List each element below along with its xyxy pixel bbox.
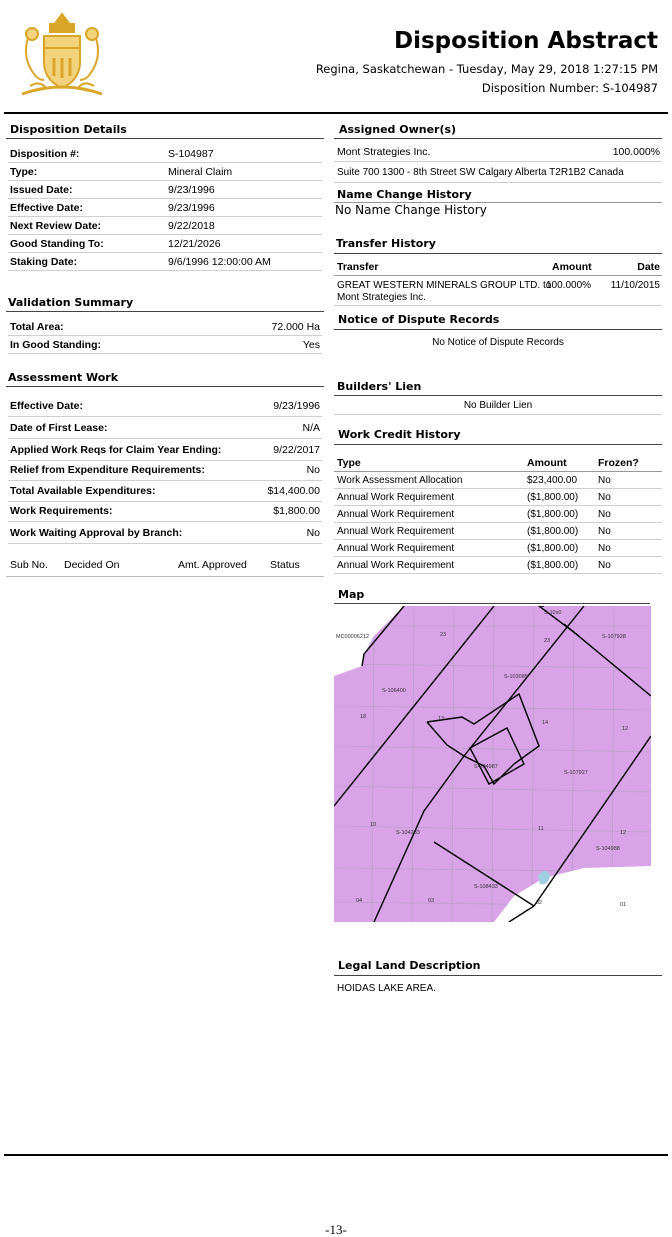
credit-type: Annual Work Requirement — [337, 526, 455, 537]
owner-share: 100.000% — [612, 146, 660, 158]
transfer-date: 11/10/2015 — [610, 280, 660, 291]
assessment-label: Work Waiting Approval by Branch: — [10, 527, 183, 539]
section-divider — [334, 444, 662, 445]
row-divider — [334, 305, 662, 306]
column-header-decided-on: Decided On — [64, 559, 120, 571]
section-divider — [6, 138, 324, 139]
section-divider — [334, 395, 662, 396]
svg-text:04: 04 — [356, 898, 363, 904]
assessment-value: $1,800.00 — [273, 505, 320, 517]
column-header-sub-no: Sub No. — [10, 559, 48, 571]
credit-frozen: No — [598, 475, 611, 486]
assessment-value: 9/23/1996 — [273, 400, 320, 412]
table-row — [334, 557, 662, 574]
assessment-work-title: Assessment Work — [8, 371, 119, 384]
table-row — [334, 472, 662, 489]
transfer-amount: 100.000% — [546, 280, 592, 291]
column-header-frozen: Frozen? — [598, 457, 639, 469]
row-divider — [334, 182, 662, 183]
detail-label: Next Review Date: — [10, 220, 102, 232]
svg-text:S-104988: S-104988 — [596, 846, 620, 852]
svg-text:S-108433: S-108433 — [474, 884, 498, 890]
summary-row — [8, 336, 322, 354]
svg-text:S-106400: S-106400 — [382, 688, 406, 694]
credit-type: Annual Work Requirement — [337, 543, 455, 554]
summary-value: Yes — [302, 339, 320, 351]
credit-frozen: No — [598, 492, 611, 503]
credit-amount: $23,400.00 — [527, 475, 578, 486]
svg-text:10: 10 — [370, 822, 377, 828]
assessment-row — [8, 441, 322, 461]
svg-text:23: 23 — [440, 632, 447, 638]
map-title: Map — [338, 588, 365, 601]
assessment-label: Work Requirements: — [10, 505, 113, 517]
detail-value: 9/22/2018 — [168, 220, 215, 232]
credit-amount: ($1,800.00) — [527, 543, 579, 554]
detail-value: S-104987 — [168, 148, 214, 160]
summary-label: In Good Standing: — [10, 339, 101, 351]
detail-row — [8, 181, 322, 199]
assessment-row — [8, 419, 322, 439]
svg-text:13: 13 — [438, 716, 445, 722]
credit-type: Annual Work Requirement — [337, 509, 455, 520]
section-divider — [334, 975, 662, 976]
column-header-type: Type — [337, 457, 361, 469]
detail-row — [8, 163, 322, 181]
summary-value: 72.000 Ha — [271, 321, 320, 333]
column-header-date: Date — [637, 261, 660, 273]
disposition-details-title: Disposition Details — [10, 123, 127, 136]
credit-type: Annual Work Requirement — [337, 492, 455, 503]
dispute-records-title: Notice of Dispute Records — [338, 313, 500, 326]
svg-text:02: 02 — [536, 900, 543, 906]
detail-value: 9/23/1996 — [168, 202, 215, 214]
row-divider — [334, 275, 662, 276]
claim-map — [334, 606, 651, 922]
work-credit-title: Work Credit History — [338, 428, 461, 441]
section-divider — [334, 603, 650, 604]
detail-value: 12/21/2026 — [168, 238, 221, 250]
detail-label: Issued Date: — [10, 184, 73, 196]
assessment-value: N/A — [302, 422, 320, 434]
credit-frozen: No — [598, 509, 611, 520]
builders-lien-title: Builders' Lien — [337, 380, 422, 393]
assessment-label: Total Available Expenditures: — [10, 485, 156, 497]
assessment-row — [8, 502, 322, 522]
row-divider — [334, 161, 662, 162]
summary-row — [8, 318, 322, 336]
svg-text:03: 03 — [428, 898, 435, 904]
svg-text:23: 23 — [544, 638, 551, 644]
svg-text:S-107927: S-107927 — [564, 770, 588, 776]
column-header-amt-approved: Amt. Approved — [178, 559, 247, 571]
owner-address: Suite 700 1300 - 8th Street SW Calgary Alberta T2R1B2 Canada — [337, 167, 624, 178]
detail-value: Mineral Claim — [168, 166, 233, 178]
svg-text:S-103085: S-103085 — [504, 674, 528, 680]
credit-amount: ($1,800.00) — [527, 560, 579, 571]
svg-text:S-104987: S-104987 — [474, 764, 498, 770]
assessment-label: Date of First Lease: — [10, 422, 108, 434]
name-change-title: Name Change History — [337, 188, 472, 201]
detail-label: Effective Date: — [10, 202, 83, 214]
assessment-row — [8, 524, 322, 544]
detail-label: Staking Date: — [10, 256, 78, 268]
column-header-status: Status — [270, 559, 300, 571]
transfer-from: GREAT WESTERN MINERALS GROUP LTD. to — [337, 280, 552, 291]
credit-type: Annual Work Requirement — [337, 560, 455, 571]
svg-text:12: 12 — [620, 830, 627, 836]
page-number: -13- — [325, 1222, 347, 1237]
assessment-row — [8, 461, 322, 481]
section-divider — [334, 329, 662, 330]
assessment-row — [8, 397, 322, 417]
svg-text:01: 01 — [620, 902, 627, 908]
report-location-timestamp: Regina, Saskatchewan - Tuesday, May 29, 2018 1:27:15 PM — [315, 62, 658, 76]
builders-lien-empty: No Builder Lien — [463, 400, 533, 411]
table-row — [334, 489, 662, 506]
detail-row — [8, 145, 322, 163]
svg-text:S-107928: S-107928 — [602, 634, 626, 640]
svg-text:MC00006212: MC00006212 — [336, 634, 370, 640]
detail-row — [8, 217, 322, 235]
owner-name: Mont Strategies Inc. — [337, 146, 431, 158]
legal-land-value: HOIDAS LAKE AREA. — [337, 983, 436, 994]
svg-text:S-10x0: S-10x0 — [544, 610, 562, 616]
footer-divider — [4, 1154, 668, 1156]
assessment-label: Relief from Expenditure Requirements: — [10, 464, 205, 476]
column-header-amount: Amount — [527, 457, 567, 469]
detail-label: Type: — [10, 166, 38, 178]
column-header-amount: Amount — [552, 261, 592, 273]
credit-frozen: No — [598, 526, 611, 537]
detail-value: 9/6/1996 12:00:00 AM — [168, 256, 271, 268]
legal-land-title: Legal Land Description — [338, 959, 481, 972]
credit-amount: ($1,800.00) — [527, 526, 579, 537]
dispute-records-empty: No Notice of Dispute Records — [432, 337, 564, 348]
svg-text:18: 18 — [360, 714, 367, 720]
transfer-to: Mont Strategies Inc. — [337, 292, 426, 303]
section-divider — [6, 311, 324, 312]
credit-amount: ($1,800.00) — [527, 509, 579, 520]
summary-label: Total Area: — [10, 321, 64, 333]
assessment-value: $14,400.00 — [267, 485, 320, 497]
detail-row — [8, 199, 322, 217]
credit-frozen: No — [598, 560, 611, 571]
section-divider — [334, 253, 662, 254]
credit-frozen: No — [598, 543, 611, 554]
name-change-empty: No Name Change History — [335, 203, 487, 217]
detail-label: Disposition #: — [10, 148, 80, 160]
assessment-label: Effective Date: — [10, 400, 83, 412]
table-row — [334, 506, 662, 523]
section-divider — [334, 138, 662, 139]
disposition-number: Disposition Number: S-104987 — [481, 81, 658, 95]
claim-map-graphic — [334, 606, 651, 922]
svg-text:S-104283: S-104283 — [396, 830, 420, 836]
assessment-value: No — [306, 464, 320, 476]
table-row — [334, 523, 662, 540]
credit-type: Work Assessment Allocation — [337, 475, 463, 486]
assessment-value: No — [306, 527, 320, 539]
detail-row — [8, 235, 322, 253]
page-title: Disposition Abstract — [393, 28, 658, 54]
assessment-row — [8, 482, 322, 502]
table-row — [334, 540, 662, 557]
validation-summary-title: Validation Summary — [8, 296, 134, 309]
saskatchewan-coat-of-arms-icon — [14, 8, 110, 104]
svg-text:11: 11 — [538, 826, 544, 832]
credit-amount: ($1,800.00) — [527, 492, 579, 503]
assessment-value: 9/22/2017 — [273, 444, 320, 456]
detail-value: 9/23/1996 — [168, 184, 215, 196]
row-divider — [334, 414, 662, 415]
transfer-history-title: Transfer History — [336, 237, 436, 250]
svg-text:14: 14 — [542, 720, 549, 726]
assigned-owners-title: Assigned Owner(s) — [339, 123, 457, 136]
detail-row — [8, 253, 322, 271]
section-divider — [6, 386, 324, 387]
table-divider — [6, 576, 324, 577]
detail-label: Good Standing To: — [10, 238, 104, 250]
assessment-label: Applied Work Reqs for Claim Year Ending: — [10, 444, 222, 456]
header-divider — [4, 112, 668, 114]
svg-text:12: 12 — [622, 726, 629, 732]
column-header-transfer: Transfer — [337, 261, 379, 273]
